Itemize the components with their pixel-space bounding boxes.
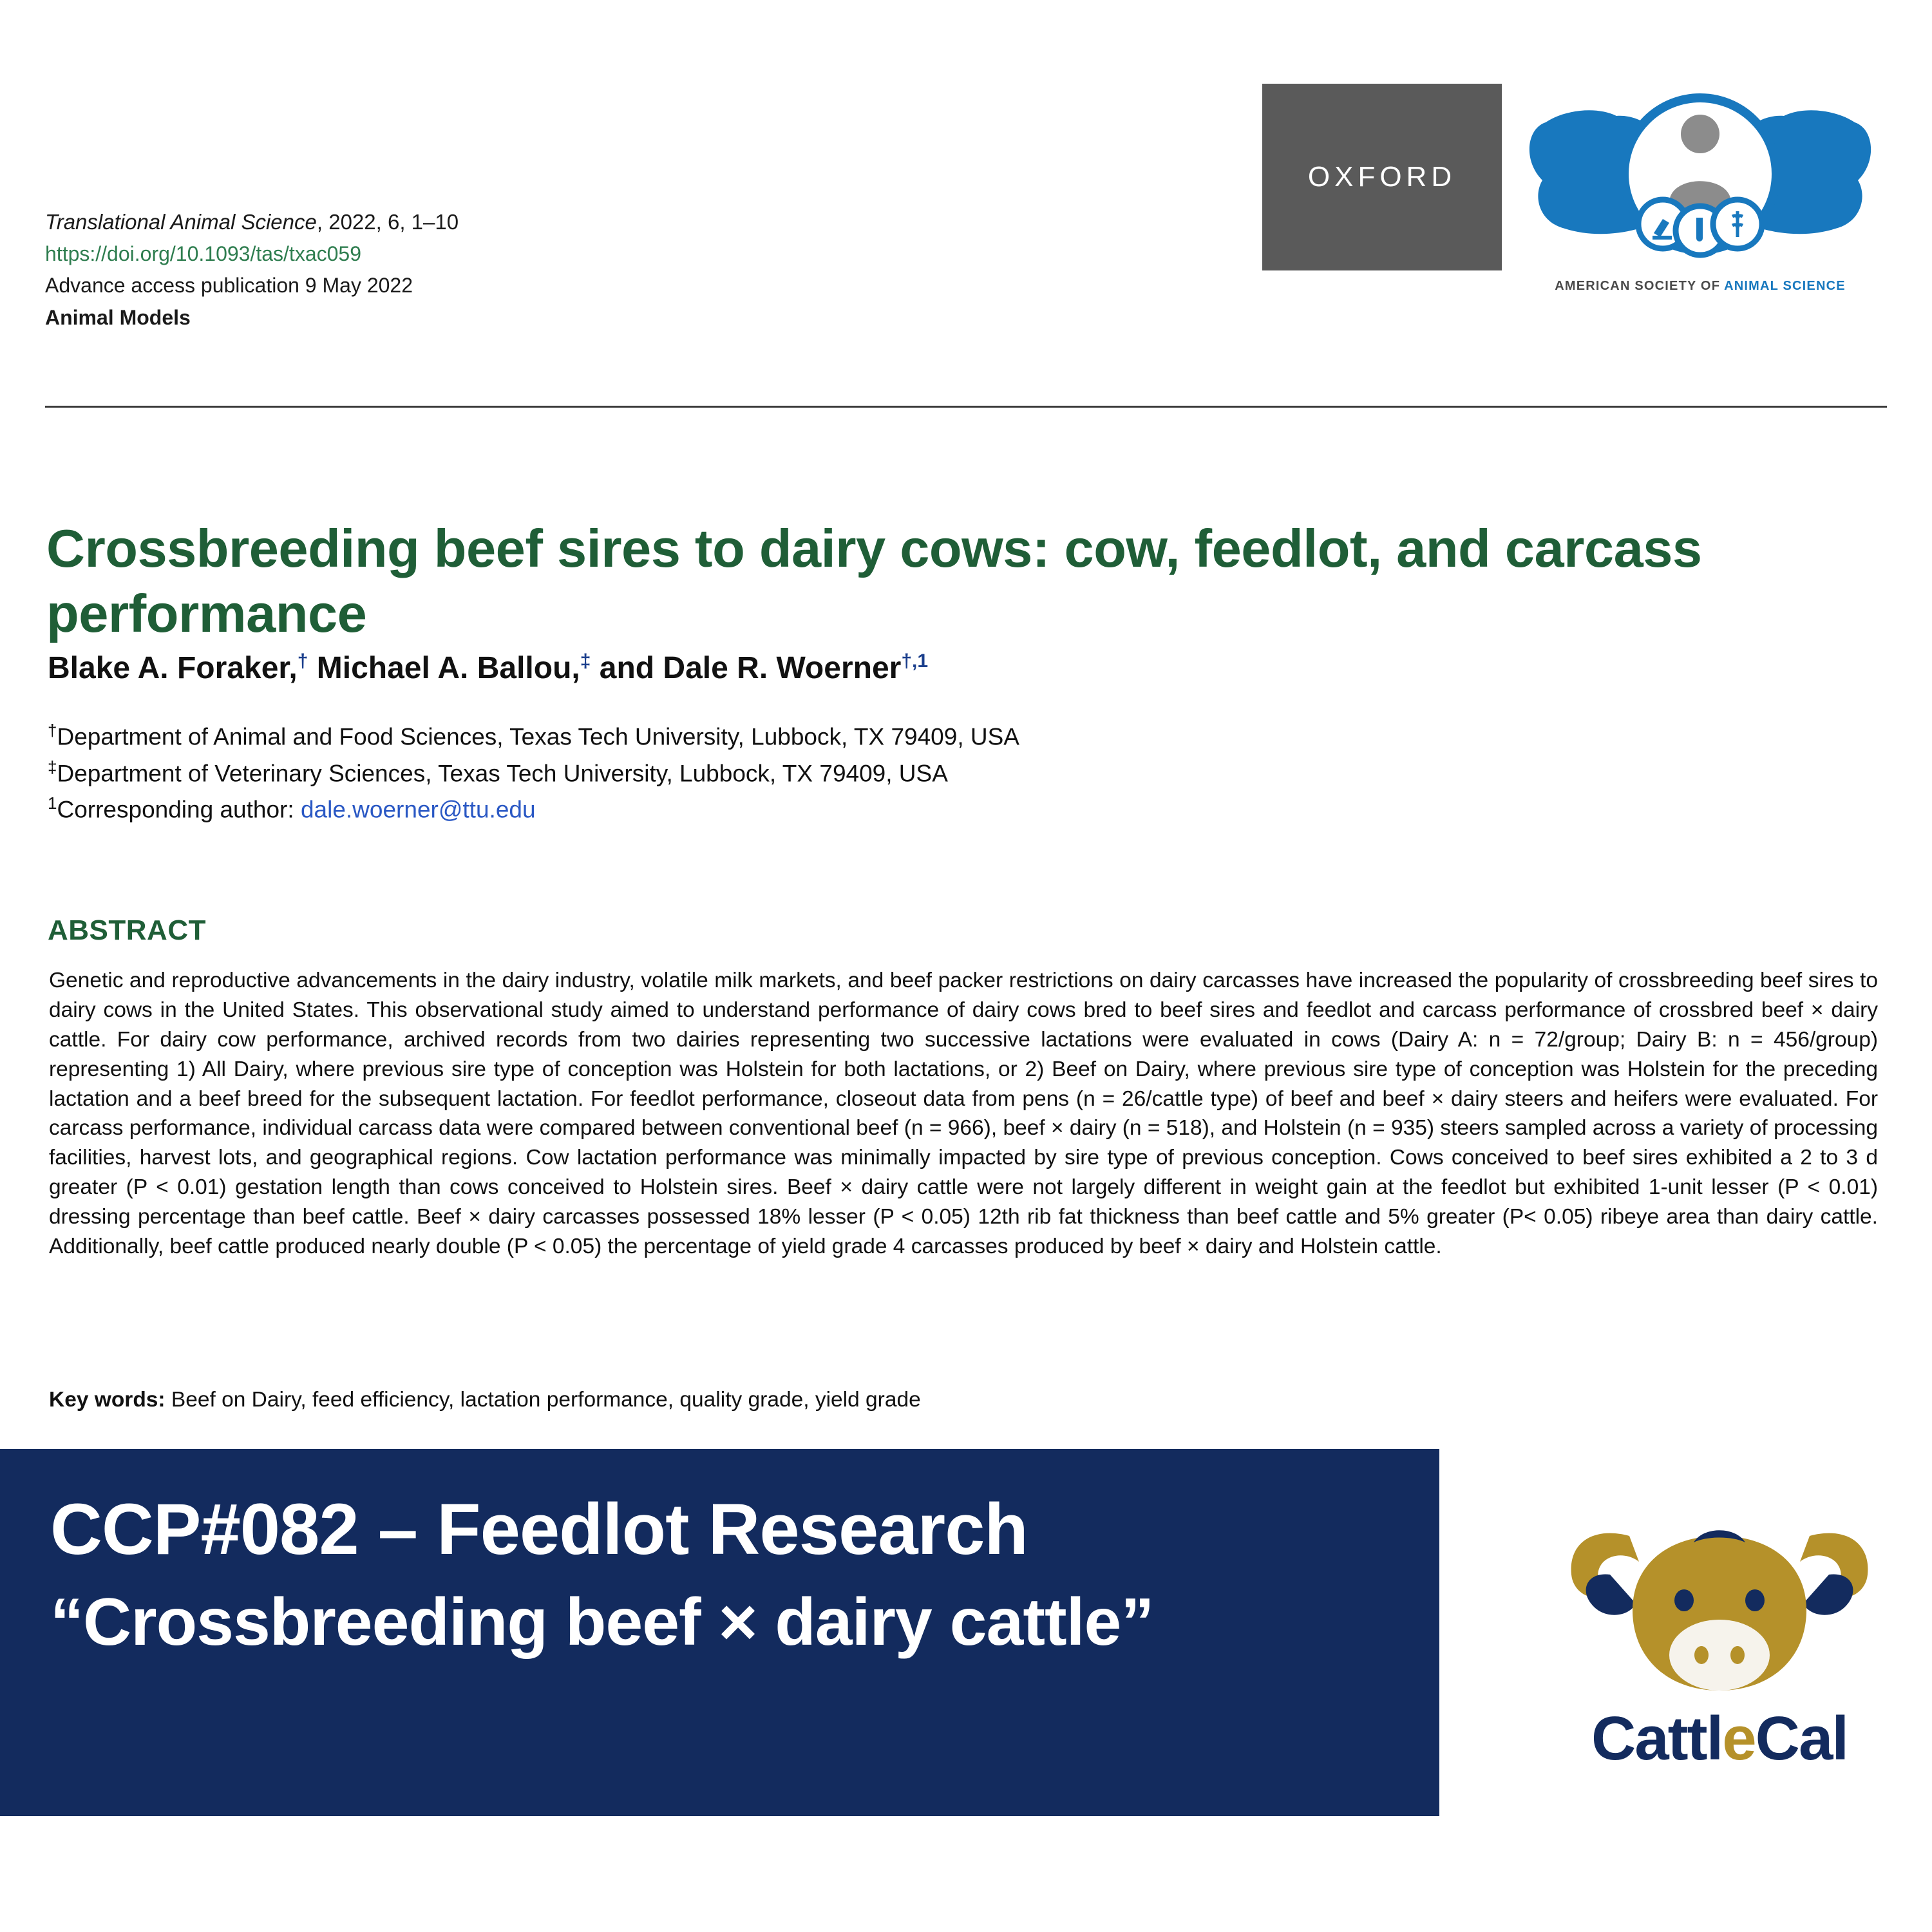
corresponding-marker: 1 bbox=[48, 793, 57, 813]
keywords-value: Beef on Dairy, feed efficiency, lactation performance, quality grade, yield grade bbox=[165, 1388, 921, 1412]
header-divider bbox=[45, 406, 1887, 408]
asas-caption-pre: AMERI bbox=[1555, 279, 1600, 293]
author-list bbox=[48, 650, 1851, 686]
corresponding-label: Corresponding author: bbox=[57, 796, 301, 823]
cattlecal-bull-icon bbox=[1533, 1497, 1906, 1710]
keywords-label: Key words: bbox=[49, 1388, 166, 1412]
author-3-affil-marker: †,1 bbox=[901, 650, 929, 672]
doi-link[interactable]: https://doi.org/10.1093/tas/txac059 bbox=[45, 242, 361, 266]
bottom-spacer bbox=[0, 1816, 1932, 1932]
journal-title: Translational Animal Science bbox=[45, 210, 317, 234]
affiliation-1-marker: † bbox=[48, 721, 57, 740]
author-2-affil-marker: ‡ bbox=[580, 650, 591, 672]
masthead bbox=[45, 161, 1887, 334]
author-2: Michael A. Ballou, bbox=[308, 651, 580, 685]
brand-part-3: Cal bbox=[1755, 1704, 1848, 1773]
corresponding-author bbox=[48, 791, 1851, 828]
publisher-logos bbox=[1262, 84, 1880, 296]
asas-logo bbox=[1520, 84, 1880, 296]
affiliation-2-text: Department of Veterinary Sciences, Texas Tech University, Lubbock, TX 79409, USA bbox=[57, 760, 948, 787]
asas-caption-society: CAN SOCIETY OF bbox=[1600, 279, 1725, 293]
oxford-logo-text: OXFORD bbox=[1307, 161, 1457, 193]
affiliation-1-text: Department of Animal and Food Sciences, Texas Tech University, Lubbock, TX 79409, USA bbox=[57, 723, 1019, 750]
journal-citation: , 2022, 6, 1–10 bbox=[316, 210, 459, 234]
episode-banner bbox=[0, 1449, 1439, 1816]
affiliation-1 bbox=[48, 718, 1851, 755]
brand-part-1: Cattl bbox=[1591, 1704, 1723, 1773]
abstract-heading: ABSTRACT bbox=[48, 914, 206, 946]
abstract-text: Genetic and reproductive advancements in the dairy industry, volatile milk markets, and beef packer restrictions on dairy carcasses have increased the popularity of crossbreeding beef sires to dairy cows in the United States. This observational study aimed to understand performance of dairy cows bred to beef sires and feedlot and carcass performance of crossbred beef × dairy cattle. For dairy cow performance, archived records from two dairies representing two successive lactations were evaluated in cows (Dairy A: n = 72/group; Dairy B: n = 456/group) representing 1) All Dairy, where previous sire type of conception was Holstein for both lactations, or 2) Beef on Dairy, where previous sire type of conception was Holstein for the preceding lactation and a beef breed for the subsequent lactation. For feedlot performance, closeout data from pens (n = 26/cattle type) of beef and beef × dairy steers and heifers were evaluated. For carcass performance, individual carcass data were compared between conventional beef (n = 966), beef × dairy (n = 518), and Holstein (n = 935) steers sampled across a variety of processing facilities, harvest lots, and geographical regions. Cow lactation performance was minimally impacted by sire type of previous conception. Cows conceived to beef sires exhibited a 2 to 3 d greater (P < 0.01) gestation length than cows conceived to Holstein sires. Beef × dairy cattle were not largely different in weight gain at the feedlot but exhibited 1-unit lesser (P < 0.01) dressing percentage than beef cattle. Beef × dairy carcasses possessed 18% lesser (P < 0.05) 12th rib fat thickness than beef cattle and 5% greater (P< 0.05) ribeye area than dairy cattle. Additionally, beef cattle produced nearly double (P < 0.05) the percentage of yield grade 4 carcasses produced by beef × dairy and Holstein cattle. bbox=[49, 969, 1878, 1259]
brand-part-2: e bbox=[1722, 1704, 1756, 1773]
asas-logo-graphic bbox=[1520, 84, 1880, 277]
keywords bbox=[49, 1388, 1878, 1412]
affiliations bbox=[48, 718, 1851, 828]
episode-subtitle: “Crossbreeding beef × dairy cattle” bbox=[50, 1585, 1154, 1660]
journal-citation-line bbox=[45, 206, 459, 238]
asas-logo-caption bbox=[1520, 279, 1880, 294]
author-1: Blake A. Foraker, bbox=[48, 651, 298, 685]
affiliation-2 bbox=[48, 755, 1851, 791]
page-title: Crossbreeding beef sires to dairy cows: cow, feedlot, and carcass performance bbox=[46, 518, 1702, 643]
affiliation-2-marker: ‡ bbox=[48, 757, 57, 777]
journal-section: Animal Models bbox=[45, 306, 191, 330]
journal-metadata bbox=[45, 206, 459, 334]
author-3: and Dale R. Woerner bbox=[591, 651, 902, 685]
cattlecal-logo bbox=[1533, 1497, 1906, 1819]
cattlecal-wordmark bbox=[1533, 1703, 1906, 1774]
author-1-affil-marker: † bbox=[297, 650, 308, 672]
corresponding-email-link[interactable]: dale.woerner@ttu.edu bbox=[300, 796, 536, 823]
episode-title: CCP#082 – Feedlot Research bbox=[50, 1489, 1028, 1569]
advance-access-date: Advance access publication 9 May 2022 bbox=[45, 273, 413, 297]
asas-caption-highlight: ANIMAL SCIENCE bbox=[1724, 279, 1846, 293]
oxford-logo bbox=[1262, 84, 1502, 270]
